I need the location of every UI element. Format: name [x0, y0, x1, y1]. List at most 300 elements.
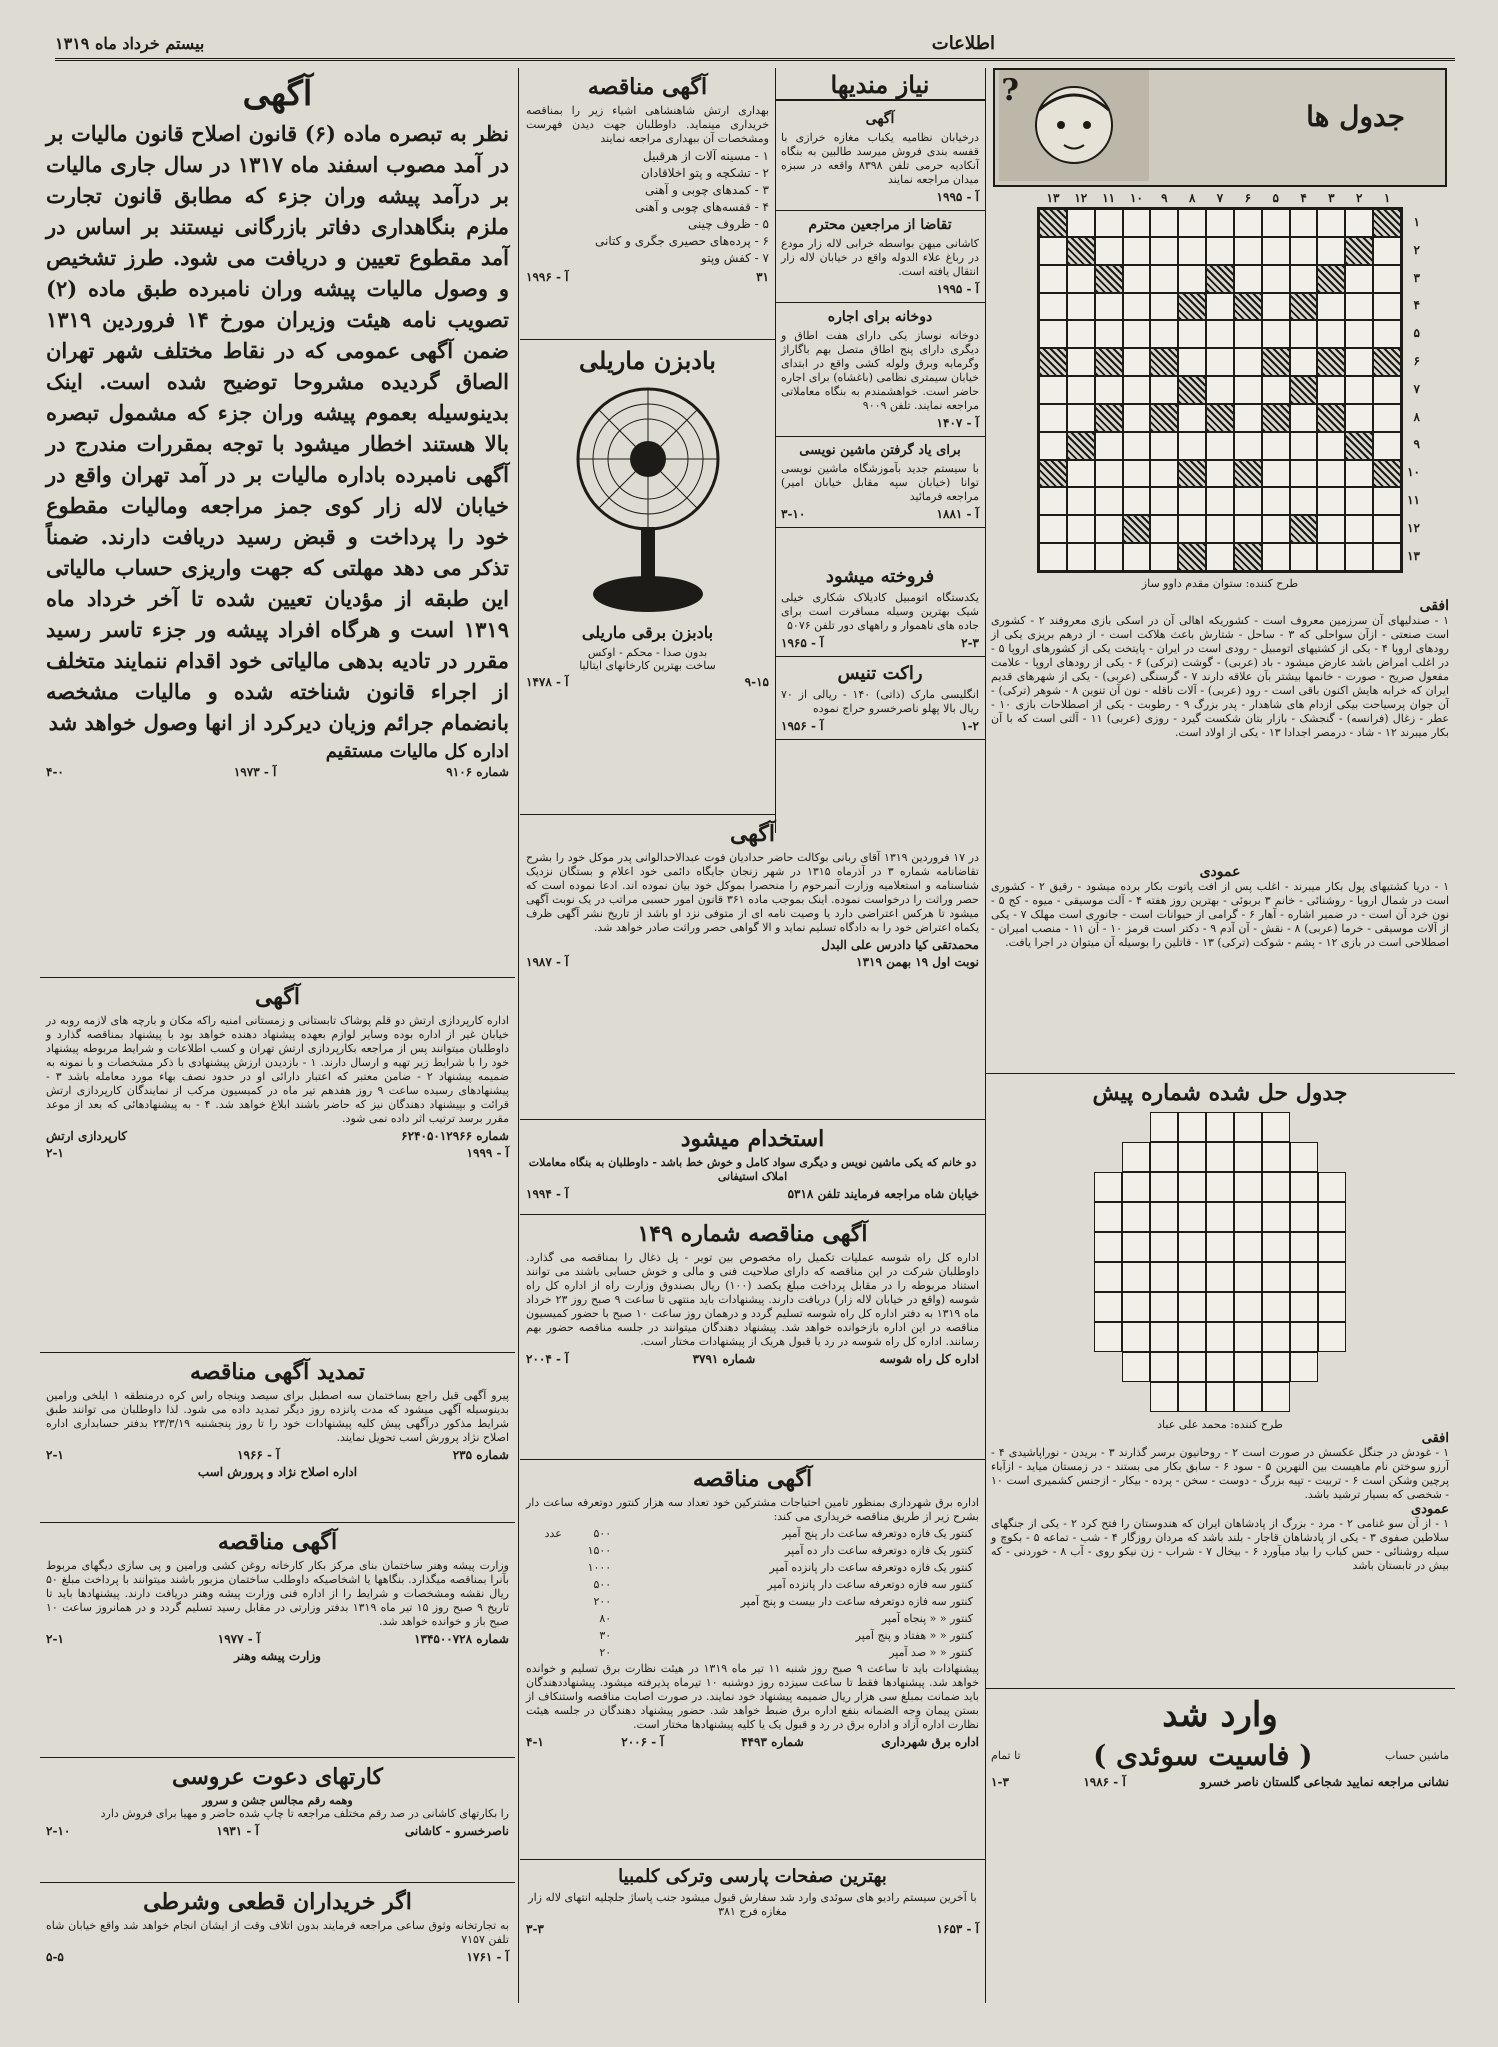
crossword-column-number: ۳ [1328, 191, 1335, 205]
solution-cell [1122, 1232, 1150, 1262]
meter-item: کنتور « « هفتاد و پنج آمپر [855, 1629, 973, 1642]
solution-cell [1094, 1262, 1122, 1292]
solution-cell [1234, 1322, 1262, 1352]
solution-cell [1234, 1232, 1262, 1262]
radio-ref: آ - ۱۶۵۳ [936, 1922, 979, 1936]
solution-cell [1122, 1382, 1150, 1412]
fan-ref2: ۹-۱۵ [744, 675, 769, 689]
solution-cell [1234, 1172, 1262, 1202]
solution-cell [1290, 1172, 1318, 1202]
racket-text: انگلیسی مارک (ذاتی) ۱۴۰ - ریالی از ۷۰ ریال بالا پهلو ناصرخسرو حراج نموده [781, 688, 979, 715]
fan-product: بادبزن برقی ماریلی [581, 623, 714, 642]
crossword-cell [1317, 460, 1345, 488]
crossword-cell [1039, 487, 1067, 515]
solution-cell [1262, 1262, 1290, 1292]
vertical-clues: ۱ - دریا کشتیهای پول بکار میبرند - اغلب پس از افت پاتوت بکار برده میشود - رقیق ۲ - کشوری است در شمال اروپا - روشنائی - خانم ۳ بربوئی - بهترین روز هفته ۴ - آلت موسیقی - میوه - کج ۵ - نون خرد آن است - در ضمیر اشاره - آهار ۶ - گرامی از حیوانات است - جانوری است مهلک ۷ - یکی از آلات موسیقی - خرما (عربی) ۸ - نقش - آن آدم ۹ - دکتر است قرمز ۱۰ - آن ۱۱ - منصب امیران - اصطلاحی است در بازی ۱۲ - پشم - شوکت (ترکی) ۱۳ - قاتلین را بوسیله آن میتوان در اجرا یافت. [991, 880, 1450, 949]
crossword-cell [1234, 432, 1262, 460]
crafts-tender-ref2: ۲-۱ [46, 1632, 64, 1646]
solution-cell [1262, 1172, 1290, 1202]
sugar-text: به تجارتخانه وثوق ساعی مراجعه فرمایند بدون اتلاف وقت از ایشان انجام خواهد شد واقع خیابان شاه تلفن ۷۱۵۷ [46, 1919, 509, 1946]
crossword-cell [1206, 293, 1234, 321]
crossword-wrap [1020, 207, 1420, 573]
solution-cell [1150, 1292, 1178, 1322]
sale-text: یکدستگاه اتومبیل کادیلاک شکاری خیلی شیک بهترین وسیله مسافرت است برای جاده های ناهموار و راههای دور تلفن ۵۰۷۶ [781, 591, 979, 632]
ps-vertical-clues: ۱ - از آن سو غنامی ۲ - مرد - بزرگ از پادشاهان ایران که هندوستان را فتح کرد ۲ - یکی از جنگهای سلاطین صفوی ۳ - یکی از پادشاهان قاجار - بلند باشد که مردان روزگار ۴ - شب - تماعه ۵ - بکوچ و سیله روشنائی - حس کباب را بیاد میآورد ۶ - بیخال ۷ - شراب - زن نیکو روی - آب ۸ - خوردنی - که بیش در تابستان باشد [991, 1517, 1449, 1572]
crossword-cell [1317, 320, 1345, 348]
calculator-ad [985, 1689, 1455, 1809]
crossword-row-number: ۴ [1413, 298, 1420, 313]
solution-cell [1290, 1262, 1318, 1292]
solution-cell [1318, 1352, 1346, 1382]
solution-cell [1290, 1142, 1318, 1172]
crossword-cell [1095, 320, 1123, 348]
crossword-cell [1123, 404, 1151, 432]
tender-item: ۵ - ظروف چینی [687, 217, 769, 231]
solution-cell [1318, 1142, 1346, 1172]
crossword-cell [1206, 487, 1234, 515]
crossword-cell [1206, 460, 1234, 488]
horizontal-heading: افقی [1419, 598, 1449, 614]
tender-item: ۳ - کمدهای چوبی و آهنی [645, 183, 769, 197]
crossword-cell [1345, 404, 1373, 432]
crossword-column-number: ۱۰ [1130, 191, 1143, 205]
crossword-cell [1290, 432, 1318, 460]
meter-unit [528, 1645, 566, 1660]
fan-ref: آ - ۱۴۷۸ [526, 675, 569, 689]
wedding-cards-ref2: ۲-۱۰ [46, 1824, 71, 1838]
solution-cell [1234, 1262, 1262, 1292]
racket-title: راکت تنیس [837, 663, 923, 684]
crossword-cell [1178, 432, 1206, 460]
solution-cell [1318, 1202, 1346, 1232]
sale-ref: آ - ۱۹۶۵ [781, 636, 824, 650]
crossword-row-number: ۱۳ [1407, 548, 1420, 563]
wedding-cards-sub: وهمه رقم مجالس جشن و سرور [202, 1794, 353, 1807]
meters-number: شماره ۴۴۹۳ [741, 1735, 804, 1749]
meter-unit [528, 1577, 566, 1592]
crossword-cell [1234, 487, 1262, 515]
electric-fan-icon [563, 379, 733, 619]
solution-cell [1290, 1322, 1318, 1352]
solution-cell [1094, 1112, 1122, 1142]
road-tender-ref: آ - ۲۰۰۴ [526, 1352, 569, 1366]
classified-shop-ref: آ - ۱۹۹۵ [936, 190, 979, 204]
crafts-tender [40, 1523, 515, 1758]
army-clothing-text: اداره کارپردازی ارتش دو قلم پوشاک تابستانی و زمستانی امنیه راکه مکان و بارچه های لازمه روبه در خیابان غیر از اداره بوده وسایر لوازم بعهده پیشنهاد دهنده خواهد بود با پیشنهاد بمناقصه گذارد و داوطلبان میتوانند پس از مراجعه بکارپردازی ارتش تهران و کسب اطلاعات و شرایط مربوطه پیشنهاد خود را با شرایط زیر تهیه و ارسال دارند. ۱ - بازدیدن ارزش پیشنهادی با ذکر مشخصات و با نمونه به ضمیمه پیشنهاد ۲ - ضامن معتبر که اعتبار دارائی او در حدود نصف بهاء مورد معامله باشد ۳ - پیشنهادهای رسیده ساعت ۹ روز هفدهم تیر ماه در کمیسیون مرکب از نمایندگان کارپردازی ارتش قرائت و بپیشنهاد دهندگان نیز که حاضر باشند ابلاغ خواهد شد. ۴ - به پیشنهادهائی که بعد از موعد مقرر برسد ترتیب اثر داده نمی شود. [46, 1014, 510, 1125]
crossword-cell [1095, 376, 1123, 404]
previous-solution-credit: طرح کننده: محمد علی عباد [1157, 1418, 1283, 1431]
crossword-cell [1150, 460, 1178, 488]
meter-unit: عدد [544, 1527, 562, 1540]
solution-cell [1094, 1292, 1122, 1322]
tax-notice [40, 68, 515, 978]
crossword-row-number: ۷ [1413, 381, 1420, 396]
crossword-cell [1095, 348, 1123, 376]
solution-cell [1262, 1352, 1290, 1382]
sugar-ref: آ - ۱۷۶۱ [466, 1950, 509, 1964]
crossword-cell [1262, 293, 1290, 321]
solution-cell [1178, 1202, 1206, 1232]
classifieds-column [775, 68, 985, 528]
crossword-cell [1345, 348, 1373, 376]
solution-cell [1206, 1112, 1234, 1142]
meter-qty: ۱۵۰۰ [587, 1544, 612, 1557]
crossword-cell [1206, 515, 1234, 543]
crossword-cell [1067, 460, 1095, 488]
crossword-row-numbers [1407, 209, 1420, 570]
horizontal-clues: ۱ - صندلیهای آن سرزمین معروف است - کشوریکه اهالی آن در اسکی بازی معروفند ۲ - کشوری است صنعتی - ازآن سواحلی که ۳ - ساحل - شتارش باعث هلاکت است - از درهم بریزی یکی از رودهای اروپا ۴ - یکی از کشتیهای اتومبیل - رودی است در ایران - پایتخت یکی از کشورهای اروپا ۵ - در اغلب امراض باشد عارض میشود - باد (عربی) - گوشت (ترکی) ۶ - یکی از رودهای اروپا - علامت مفعول صریح - صورت - خانمها بیشتر بآن علاقه دارند ۷ - گرسنگی (عربی) - یکی از شهرهای قدیم ایران که خرابه هایش اکنون باقی است - رود (عربی) - آلات ناقله - نون آن تنوین ۸ - شوهر (ترکی) - آن جوان پرسیاحت بیکی ازدام های شاهدار - پدر بزرگ ۹ - رطوبت - یکی از اصطلاحات بازی ۱۰ - عطر - زغال (فرانسه) - گنجشک - بازار بتان شکست گیرد - روزی (عربی) ۱۱ - آلتی است که با آن بکار میبرند ۱۲ - شاد - درمصر اجدادا ۱۳ - یکی از اولاد است. [991, 614, 1450, 739]
solution-cell [1262, 1292, 1290, 1322]
crossword-cell [1290, 543, 1318, 571]
crossword-cell [1234, 404, 1262, 432]
crossword-cell [1234, 293, 1262, 321]
crossword-clues [985, 594, 1455, 1074]
army-clothing-sign: کارپردازی ارتش [46, 1129, 127, 1143]
inheritance-text: در ۱۷ فروردین ۱۳۱۹ آقای ربانی بوکالت حاضر حدادیان فوت عبدالاحدالوانی پدر موکل خود را بشرح تقاضانامه شماره ۳ در آذرماه ۱۳۱۵ در شهر زنجان جایگاه دائمی خود اعلام و بستگان نزدیک شناسنامه و استعلامیه وزارت آنمرحوم را منحصرا بموکل خود بیان نموده اند. ادعا نموده است که حصر وراثت را درخواست نموده. اینک بموجب ماده ۳۶۱ قانون امور حسبی مراتب در یک نوبت آگهی میشود تا هرکس اعتراضی دارد یا وصیت نامه ای از متوفی نزد او باشد از تاریخ نشر آگهی ظرف یکماه اعتراض خود را به دادگاه تسلیم نماید و الا گواهی حصر وراثت صادر خواهد شد. [526, 851, 979, 934]
crossword-cell [1234, 348, 1262, 376]
meter-qty: ۲۰ [599, 1646, 612, 1659]
crossword-cell [1373, 432, 1401, 460]
crossword-column-numbers [1039, 191, 1401, 205]
crossword-cell [1290, 376, 1318, 404]
classified-typing-title: برای یاد گرفتن ماشین نویسی [799, 443, 961, 458]
solution-cell [1150, 1112, 1178, 1142]
classified-shop-text: درخیابان نظامیه یکباب مغازه خرازی با قفسه بندی فروش میرسد طالبین به بنگاه آنکادیه حرمی تلفن ۸۳۹۸ واقعه در سبزه میدان مراجعه نمایند [781, 131, 980, 186]
crossword-cell [1262, 515, 1290, 543]
crossword-cell [1317, 543, 1345, 571]
crossword-cell [1234, 237, 1262, 265]
crossword-cell [1317, 237, 1345, 265]
crossword-cell [1095, 515, 1123, 543]
inheritance-date: نوبت اول ۱۹ بهمن ۱۳۱۹ [856, 955, 979, 969]
meters-tender-text: پیشنهادات باید تا ساعت ۹ صبح روز شنبه ۱۱ تیر ماه ۱۳۱۹ در هیئت نظارت برق تسلیم و خوانده خواهد شد. پیشنهادها فقط تا ساعت سیزده روز دوشنبه ۱۰ تیرماه پذیرفته میشود. پیشنهاددهندگان باید ضمانت بمبلغ سی هزار ریال ضمیمه پیشنهاد خود نمایند. در صورت اصابت مناقصه واستنکاف از بستن پیمان وجه الضمانه بنفع اداره برق ضبط خواهد شد. حضور پیشنهاد دهندگان در جلسه هیئت نظارت اداره آزاد و اداره برق در رد و قبول یک یا کلیه پیشنهادها مختار است. [526, 1662, 979, 1731]
fan-line2: ساخت بهترین کارخانهای ایتالیا [579, 659, 716, 672]
crossword-cell [1234, 543, 1262, 571]
crossword-cell [1123, 515, 1151, 543]
army-health-tender-title: آگهی مناقصه [587, 74, 708, 100]
crossword-cell [1178, 515, 1206, 543]
crossword-cell [1206, 348, 1234, 376]
sugar-buyers-ad [40, 1883, 515, 1983]
crossword-cell [1234, 209, 1262, 237]
extension-ref: آ - ۱۹۶۶ [237, 1448, 280, 1462]
crossword-cell [1290, 293, 1318, 321]
calculator-product: ( فاسیت سوئدی ) [1093, 1739, 1313, 1772]
solution-cell [1122, 1112, 1150, 1142]
extension-ref2: ۲-۱ [46, 1448, 64, 1462]
crossword-cell [1317, 487, 1345, 515]
fan-ad-title: بادبزن ماریلی [579, 346, 716, 375]
crossword-cell [1067, 487, 1095, 515]
wedding-cards-ad [40, 1758, 515, 1883]
solution-cell [1318, 1322, 1346, 1352]
solution-cell [1206, 1352, 1234, 1382]
solution-cell [1094, 1382, 1122, 1412]
solution-cell [1178, 1232, 1206, 1262]
solution-cell [1318, 1292, 1346, 1322]
classified-typing [775, 437, 985, 528]
crossword-cell [1262, 404, 1290, 432]
crossword-cell [1095, 543, 1123, 571]
crossword-cell [1317, 432, 1345, 460]
solution-cell [1206, 1202, 1234, 1232]
crossword-cell [1123, 543, 1151, 571]
crossword-column-number: ۹ [1161, 191, 1168, 205]
left-column [40, 68, 515, 1983]
solution-cell [1094, 1352, 1122, 1382]
army-health-tender-ref2: ۳۱ [756, 270, 769, 284]
previous-solution-grid [1094, 1112, 1346, 1412]
ps-horizontal-clues: ۱ - غودش در جنگل عکسش در صورت است ۲ - روحانیون برسر گذارند ۳ - بریدن - نوراپاشیدی ۴ - آرزو سوختن نام ماهیست بین النهرین ۵ - سود ۶ - سابق بکار می بستند - در زمستان میاید - ازآباء پرچین وشکن است ۶ - تربیت - تپیه بزرگ - دوست - سخن - پرده - بیکار - ازجنس کشمیری است ۱۰ - شخصی که بسیار ترشید باشد. [991, 1446, 1450, 1501]
crossword-cell [1290, 237, 1318, 265]
meter-unit [528, 1628, 566, 1643]
crossword-cell [1290, 515, 1318, 543]
radio-text: با آخرین سیستم رادیو های سوئدی وارد شد سفارش قبول میشود جنب پاساژ جلچلیه انتهای لاله زار مغازه فرج ۳۸۱ [528, 1891, 977, 1918]
crossword-cell [1206, 543, 1234, 571]
crossword-cell [1345, 376, 1373, 404]
meter-row [528, 1645, 977, 1660]
crossword-cell [1039, 320, 1067, 348]
crossword-cell [1095, 404, 1123, 432]
solution-cell [1234, 1292, 1262, 1322]
solution-cell [1290, 1232, 1318, 1262]
crossword-cell [1262, 432, 1290, 460]
solution-cell [1262, 1142, 1290, 1172]
crossword-cell [1039, 404, 1067, 432]
inheritance-ref: آ - ۱۹۸۷ [526, 955, 569, 969]
crossword-cell [1178, 404, 1206, 432]
extension-number: شماره ۲۳۵ [452, 1448, 509, 1462]
meters-tender-intro: اداره برق شهرداری بمنظور تامین احتیاجات مشترکین خود تعداد سه هزار کنتور دوتعرفه ساعت دار بشرح زیر از طریق مناقصه خریداری می کند: [526, 1496, 979, 1523]
tax-notice-title: آگهی [242, 74, 313, 114]
racket-ref: آ - ۱۹۵۶ [781, 719, 824, 733]
crossword-cell [1095, 237, 1123, 265]
meter-item: کنتور یک فازه دوتعرفه ساعت دار ده آمپر [785, 1544, 973, 1557]
crossword-column-number: ۱۳ [1046, 191, 1060, 205]
crossword-cell [1150, 237, 1178, 265]
solution-cell [1094, 1202, 1122, 1232]
crossword-cell [1067, 543, 1095, 571]
crossword-credit: طرح کننده: ستوان مقدم داوو ساز [1141, 577, 1299, 590]
fan-illustration [563, 379, 733, 619]
solution-cell [1234, 1202, 1262, 1232]
crossword-cell [1234, 515, 1262, 543]
sugar-ref2: ۵-۵ [46, 1950, 64, 1964]
crossword-cell [1262, 348, 1290, 376]
classified-typing-ref2: ۳-۱۰ [781, 507, 806, 521]
crossword-cell [1178, 487, 1206, 515]
solution-cell [1318, 1262, 1346, 1292]
crossword-cell [1373, 320, 1401, 348]
crafts-tender-title: آگهی مناقصه [217, 1529, 338, 1555]
crossword-cell [1234, 460, 1262, 488]
crafts-tender-text: وزارت پیشه وهنر ساختمان بنای مرکز بکار کارخانه روغن کشی ورامین و پی سازی دیگهای مربوط بآنرا بمناقصه میگذارد. بنگاهها یا اشخاصیکه داوطلب ساختمان مزبور باشند میتوانند با پرداخت مبلغ ۵۰ ریال نقشه ومشخصات و شرایط را از اداره فنی وزارت پیشه وهنر دریافت دارند. پیشنهادها باید تا تاریخ ۹ صبح روز ۱۵ تیر ماه ۱۳۱۹ بدفتر وزارتی در مقابل رسید تسلیم گردد و در همانروز ساعت ۱۰ صبح باز و خوانده خواهد شد. [46, 1559, 510, 1628]
classified-request-ref: آ - ۱۹۹۵ [936, 282, 979, 296]
tax-notice-sign: اداره کل مالیات مستقیم [325, 741, 509, 762]
crossword-cell [1373, 376, 1401, 404]
crafts-tender-ref: آ - ۱۹۷۷ [217, 1632, 261, 1646]
crossword-cell [1262, 209, 1290, 237]
crossword-cell [1345, 320, 1373, 348]
crossword-cell [1178, 293, 1206, 321]
issue-date: بیستم خرداد ماه ۱۳۱۹ [55, 33, 205, 53]
classified-rent-text: دوخانه نوساز یکی دارای هفت اطاق و دیگری دارای پنج اطاق متصل بهم باگاراژ وگرمابه وبرق ولوله کشی واقع در ابتدای خیابان سیمتری نظامی (باغشاه) برای اجاره حاضر است. خواهشمندم به بنگاه معاملاتی مراجعه نمایند. تلفن ۹۰۰۹ [781, 329, 979, 412]
crossword-row-number: ۱۰ [1407, 465, 1420, 480]
army-health-tender [520, 68, 775, 340]
solution-cell [1318, 1112, 1346, 1142]
solution-cell [1234, 1382, 1262, 1412]
paper-name: اطلاعات [931, 32, 995, 54]
solution-cell [1318, 1382, 1346, 1412]
sale-ref2: ۲-۳ [961, 636, 979, 650]
solution-cell [1206, 1292, 1234, 1322]
meters-table [526, 1524, 979, 1662]
fan-line1: بدون صدا - محکم - اوکس [587, 646, 708, 659]
classified-typing-text: با سیستم جدید بآموزشگاه ماشین نویسی توانا (خیابان سپه مقابل خیابان امیر) مراجعه فرمائید [781, 462, 979, 503]
meter-item: کنتور سه فازه دوتعرفه ساعت دار پانزده آمپر [767, 1578, 973, 1591]
crossword-cell [1373, 487, 1401, 515]
calculator-ref: آ - ۱۹۸۶ [1083, 1775, 1126, 1789]
solution-cell [1206, 1142, 1234, 1172]
crossword-column-number: ۸ [1188, 191, 1196, 205]
solution-cell [1094, 1322, 1122, 1352]
solution-cell [1234, 1352, 1262, 1382]
solution-cell [1178, 1172, 1206, 1202]
road-tender-title: آگهی مناقصه شماره ۱۴۹ [637, 1221, 868, 1247]
crossword-title: جدول ها [1306, 100, 1405, 133]
meter-qty: ۵۰۰ [593, 1578, 612, 1591]
crossword-cell [1262, 320, 1290, 348]
crossword-cell [1262, 543, 1290, 571]
solution-cell [1206, 1262, 1234, 1292]
crossword-cell [1178, 237, 1206, 265]
solution-cell [1150, 1352, 1178, 1382]
army-clothing-title: آگهی [254, 984, 301, 1010]
solution-cell [1150, 1202, 1178, 1232]
crossword-cell [1067, 404, 1095, 432]
solution-cell [1178, 1112, 1206, 1142]
calculator-label: ماشین حساب [1385, 1749, 1449, 1762]
classified-typing-ref: آ - ۱۸۸۱ [936, 507, 979, 521]
crossword-cell [1123, 487, 1151, 515]
solution-cell [1234, 1142, 1262, 1172]
crossword-cell [1373, 293, 1401, 321]
crossword-column-number: ۱ [1383, 191, 1391, 205]
solution-cell [1234, 1112, 1262, 1142]
crossword-cell [1067, 265, 1095, 293]
classified-request-text: کاشانی میهن بواسطه خرابی لاله زار مودع در رباغ علاء الدوله واقع در خیابان لاله زار انتقال یافته است. [781, 237, 979, 278]
crossword-cell [1317, 265, 1345, 293]
radio-ref2: ۳-۳ [526, 1922, 544, 1936]
crossword-cell [1067, 515, 1095, 543]
crossword-cell [1123, 237, 1151, 265]
crossword-cell [1150, 348, 1178, 376]
tender-column-top [520, 68, 775, 815]
crossword-row-number: ۸ [1413, 409, 1420, 424]
previous-solution-title: جدول حل شده شماره پیش [1092, 1080, 1348, 1106]
crossword-cell [1373, 543, 1401, 571]
army-clothing-number: شماره ۶۲۴۰۵۰۱۲۹۶۶ [401, 1129, 509, 1143]
crossword-cell [1206, 404, 1234, 432]
crossword-cell [1262, 460, 1290, 488]
solution-cell [1094, 1232, 1122, 1262]
crossword-cell [1067, 348, 1095, 376]
crossword-cell [1150, 209, 1178, 237]
meter-row [528, 1526, 977, 1541]
crossword-cell [1290, 265, 1318, 293]
crossword-cell [1373, 515, 1401, 543]
crossword-cell [1067, 376, 1095, 404]
crossword-illustration [993, 68, 1447, 187]
solution-cell [1122, 1322, 1150, 1352]
tender-item: ۴ - قفسه‌های چوبی و آهنی [635, 200, 769, 214]
crossword-column-number: ۴ [1300, 191, 1307, 205]
crossword-cell [1067, 432, 1095, 460]
column-rule [518, 68, 519, 2003]
solution-cell [1150, 1142, 1178, 1172]
crossword-column-number: ۷ [1216, 191, 1224, 205]
crossword-cell [1095, 432, 1123, 460]
crossword-cell [1290, 209, 1318, 237]
crossword-cell [1262, 487, 1290, 515]
road-tender [520, 1215, 985, 1460]
calculator-ref2: ۱-۳ [991, 1775, 1009, 1789]
classified-shop [775, 105, 985, 211]
crossword-cell [1373, 237, 1401, 265]
crossword-cell [1095, 209, 1123, 237]
crossword-cell [1345, 515, 1373, 543]
crossword-cell [1317, 348, 1345, 376]
crossword-cell [1290, 460, 1318, 488]
crossword-cell [1345, 237, 1373, 265]
crossword-cell [1317, 293, 1345, 321]
meters-ref: آ - ۲۰۰۶ [621, 1735, 664, 1749]
radio-ad [520, 1860, 985, 1952]
meters-tender-title: آگهی مناقصه [692, 1466, 813, 1492]
extension-notice [40, 1353, 515, 1523]
crossword-cell [1095, 460, 1123, 488]
crossword-row-number: ۱ [1413, 215, 1420, 229]
sale-ad [775, 560, 985, 657]
crossword-cell [1345, 543, 1373, 571]
crossword-cell [1234, 320, 1262, 348]
crossword-cell [1039, 432, 1067, 460]
crossword-cell [1123, 348, 1151, 376]
crossword-cell [1123, 293, 1151, 321]
crossword-column-number: ۱۱ [1102, 191, 1116, 205]
crossword-cell [1123, 265, 1151, 293]
army-clothing-notice [40, 978, 515, 1353]
crossword-cell [1206, 376, 1234, 404]
crossword-cell [1290, 487, 1318, 515]
tax-notice-text: نظر به تبصره ماده (۶) قانون اصلاح قانون مالیات بر در آمد مصوب اسفند ماه ۱۳۱۷ در سال جاری مالیات بر درآمد پیشه وران جزء که مطابق قانون تجارت ملزم بنگاهداری دفاتر بازرگانی نیستند بر اساس در آمد مقطوع تعیین و دریافت می شود. طرز تشخیص و وصول مالیات پیشه وران نامبرده طبق ماده (۲) تصویب نامه هیئت وزیران مورخ ۱۴ فروردین ۱۳۱۹ ضمن آگهی عمومی که در نقاط مختلف شهر تهران الصاق گردیده مشروحا توضیح شده است. اینک بدینوسیله بعموم پیشه وران جزء که مشمول تبصره بالا هستند اخطار میشود با توجه بمقررات مندرج در آگهی نامبرده باداره مالیات بر در آمد تهران واقع در خیابان لاله زار کوی جمز مراجعه ومالیات مقطوع خود را پرداخت و قبض رسید دریافت دارند. ضمناً تذکر می دهد مهلتی که جهت واریزی حساب مالیاتی این طبقه از مؤدیان تعیین شده تا آخر خرداد ماه ۱۳۱۹ است و هرگاه افراد پیشه ور جزء تاسر رسید مقرر در تادیه بدهی مالیاتی خود اقدام ننمایند متخلف از اجراء قانون شناخته شده و مالیات مشخصه بانضمام جرائم وزیان دیرکرد از انها وصول خواهد شد [46, 121, 510, 735]
masthead-bar [55, 28, 1455, 61]
crossword-cell [1123, 432, 1151, 460]
army-clothing-ref2: ۲-۱ [46, 1146, 64, 1160]
crossword-cell [1039, 348, 1067, 376]
crossword-cell [1150, 376, 1178, 404]
meter-qty: ۸۰ [599, 1612, 612, 1625]
extension-text: پیرو آگهی قبل راجع بساختمان سه اصطبل برای سیصد وپنجاه راس کره درمنطقه ۱ ایلخی ورامین بدینوسیله آگهی میشود که مدت پانزده روز دیگر تمدید داده می شود. لذا داوطلبان می توانند طبق شرایط مذکور درآگهی پیش کلیه پیشنهادات خود را تا روز پنجشنبه ۲۳/۳/۱۹ بدفتر حسابداری اداره اصلاح نژاد پرورش اسب تحویل نمایند. [46, 1389, 509, 1444]
hiring-ref: آ - ۱۹۹۴ [526, 1187, 569, 1201]
tender-item: ۶ - پرده‌های حصیری جگری و کتانی [594, 234, 769, 248]
tender-item: ۷ - کفش وپتو [701, 251, 769, 265]
crossword-cell [1317, 404, 1345, 432]
crossword-cell [1150, 487, 1178, 515]
solution-cell [1290, 1352, 1318, 1382]
crafts-tender-sign: وزارت پیشه وهنر [234, 1649, 321, 1663]
crossword-cell [1290, 348, 1318, 376]
